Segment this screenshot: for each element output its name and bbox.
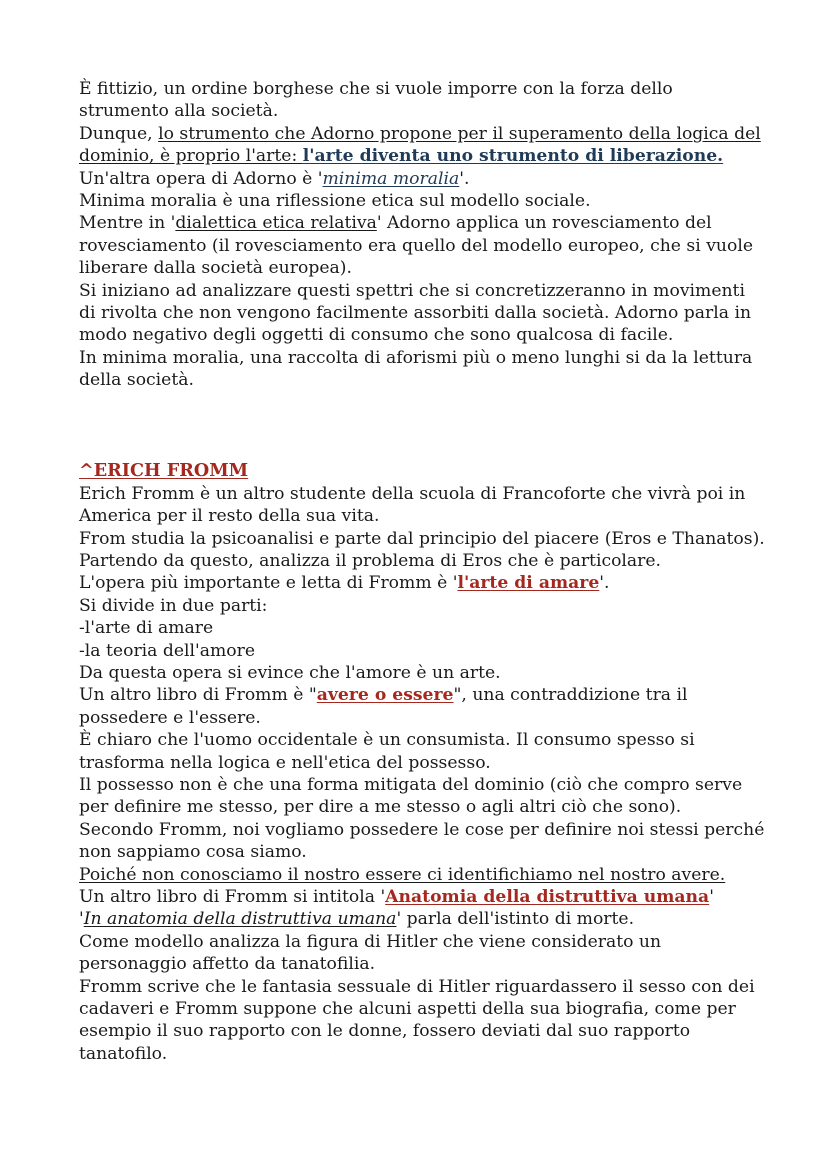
paragraph-line: Secondo Fromm, noi vogliamo possedere le cose per definire noi stessi perché [79, 819, 765, 840]
book-title: Anatomia della distruttiva umana [385, 887, 710, 907]
fromm-section [79, 459, 768, 1066]
book-title: minima moralia [322, 168, 460, 189]
text-span: ' Adorno applica un rovesciamento del [376, 213, 712, 234]
paragraph-line: della società. [79, 370, 194, 391]
paragraph-line [79, 168, 768, 190]
emphasis-text: l'arte diventa uno strumento di liberazione. [302, 146, 724, 167]
text-span: ' parla dell'istinto di morte. [396, 909, 635, 930]
paragraph-line: di rivolta che non vengono facilmente assorbiti dalla società. Adorno parla in [79, 303, 752, 324]
text-span: ' [709, 887, 714, 907]
paragraph-line: esempio il suo rapporto con le donne, fossero deviati dal suo rapporto [79, 1021, 691, 1042]
text-span: Un'altra opera di Adorno è ' [79, 168, 323, 189]
paragraph-line [79, 886, 768, 908]
book-title: In anatomia della distruttiva umana [83, 909, 397, 930]
paragraph-line: possedere e l'essere. [79, 707, 261, 728]
paragraph-line: liberare dalla società europea). [79, 258, 352, 279]
paragraph-line: trasforma nella logica e nell'etica del possesso. [79, 752, 491, 773]
paragraph-line: È fittizio, un ordine borghese che si vuole imporre con la forza dello [79, 79, 673, 99]
paragraph-line: Erich Fromm è un altro studente della scuola di Francoforte che vivrà poi in [79, 483, 746, 504]
paragraph-line [79, 145, 768, 167]
paragraph-line: strumento alla società. [79, 101, 279, 122]
book-title: l'arte di amare [457, 573, 600, 594]
text-span: Dunque, [79, 123, 159, 144]
paragraph-line [79, 123, 768, 145]
paragraph-line [79, 908, 768, 930]
list-item: -la teoria dell'amore [79, 640, 256, 661]
paragraph-line: Fromm scrive che le fantasia sessuale di Hitler riguardassero il sesso con dei [79, 976, 755, 997]
text-span: '. [599, 573, 610, 594]
paragraph-line: Si iniziano ad analizzare questi spettri che si concretizzeranno in movimenti [79, 280, 745, 301]
adorno-section [79, 78, 768, 392]
paragraph-line: In minima moralia, una raccolta di aforismi più o meno lunghi si da la lettura [79, 347, 753, 368]
paragraph-line: Si divide in due parti: [79, 595, 268, 616]
paragraph-line: cadaveri e Fromm suppone che alcuni aspetti della sua biografia, come per [79, 999, 736, 1020]
underlined-text: dominio, è proprio l'arte: [79, 146, 303, 167]
underlined-line: Poiché non conosciamo il nostro essere ci identifichiamo nel nostro avere. [79, 864, 726, 885]
paragraph-line: per definire me stesso, per dire a me stesso o agli altri ciò che sono). [79, 797, 682, 818]
paragraph-line [79, 572, 768, 594]
paragraph-line [79, 212, 768, 234]
paragraph-line: From studia la psicoanalisi e parte dal principio del piacere (Eros e Thanatos). [79, 528, 765, 549]
paragraph-line: Come modello analizza la figura di Hitler che viene considerato un [79, 931, 662, 952]
text-span: ' [79, 909, 84, 930]
paragraph-line: rovesciamento (il rovesciamento era quello del modello europeo, che si vuole [79, 235, 754, 256]
text-span: L'opera più importante e letta di Fromm è ' [79, 573, 458, 594]
book-title: dialettica etica relativa [175, 213, 377, 234]
text-span: Un altro libro di Fromm è " [79, 685, 317, 706]
paragraph-line: America per il resto della sua vita. [79, 506, 380, 527]
section-spacer [79, 392, 768, 459]
paragraph-line: Il possesso non è che una forma mitigata del dominio (ciò che compro serve [79, 774, 743, 795]
text-span: ", una contraddizione tra il [453, 685, 688, 706]
paragraph-line: Partendo da questo, analizza il problema di Eros che è particolare. [79, 550, 662, 571]
text-span: '. [459, 168, 470, 189]
paragraph-line [79, 684, 768, 706]
paragraph-line: personaggio affetto da tanatofilia. [79, 954, 376, 975]
text-span: Un altro libro di Fromm si intitola ' [79, 887, 386, 907]
section-heading: ^ERICH FROMM [79, 459, 249, 481]
paragraph-line: Da questa opera si evince che l'amore è un arte. [79, 662, 501, 683]
paragraph-line: modo negativo degli oggetti di consumo che sono qualcosa di facile. [79, 325, 674, 346]
text-span: Mentre in ' [79, 213, 176, 234]
book-title: avere o essere [316, 685, 454, 706]
paragraph-line: tanatofilo. [79, 1043, 168, 1064]
paragraph-line: non sappiamo cosa siamo. [79, 842, 307, 863]
list-item: -l'arte di amare [79, 618, 214, 639]
paragraph-line: Minima moralia è una riflessione etica sul modello sociale. [79, 191, 591, 212]
underlined-text: lo strumento che Adorno propone per il superamento della logica del [158, 123, 761, 144]
paragraph-line: È chiaro che l'uomo occidentale è un consumista. Il consumo spesso si [79, 730, 695, 751]
